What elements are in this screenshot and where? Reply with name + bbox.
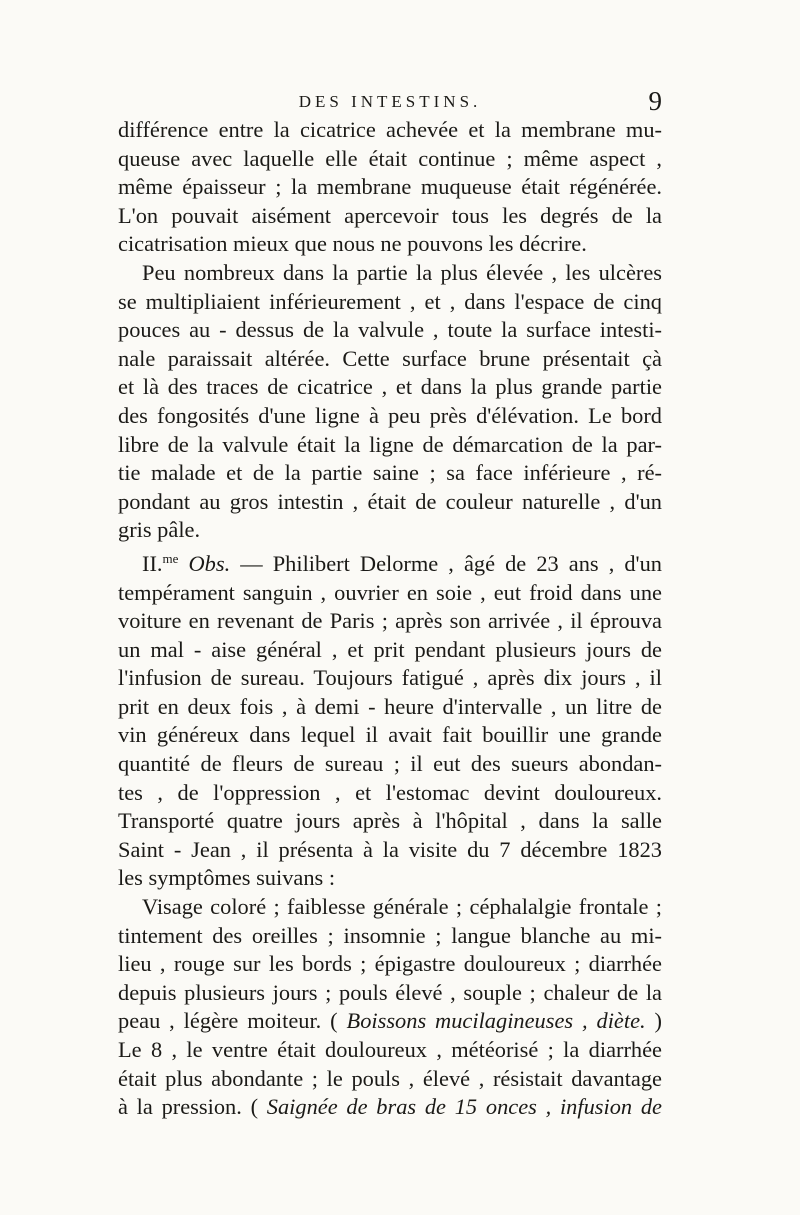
text-line: l'infusion de sureau. Toujours fatigué , après dix jours , il [118,665,662,691]
prescription-italic: Saignée de bras de 15 onces , infusion de [266,1094,662,1120]
text-line: différence entre la cicatrice achevée et la membrane mu- [118,117,662,142]
text-line: queuse avec laquelle elle était continue ; même aspect , [118,145,662,171]
text-line: tintement des oreilles ; insomnie ; langue blanche au mi- [118,922,662,948]
text-line: gris pâle. [118,517,201,543]
text-line: tes , de l'oppression , et l'estomac devint douloureux. [118,779,662,805]
text-line: Peu nombreux dans la partie la plus élevée , les ulcères [142,259,662,285]
text-line: des fongosités d'une ligne à peu près d'élévation. Le bord [118,402,662,428]
page-header [118,86,662,120]
text-segment: à la pression. ( [118,1094,267,1120]
text-line: pondant au gros intestin , était de couleur naturelle , d'un [118,488,662,514]
text-line: était plus abondante ; le pouls , élevé , résistait davantage [118,1065,662,1091]
text-line: pouces au - dessus de la valvule , toute la surface intesti- [118,317,662,343]
text-line: se multipliaient inférieurement , et , dans l'espace de cinq [118,288,662,314]
paragraph-symptomes [118,893,662,1122]
text-line: libre de la valvule était la ligne de démarcation de la par- [118,431,662,457]
text-line: et là des traces de cicatrice , et dans la plus grande partie [118,374,662,400]
text-line: Visage coloré ; faiblesse générale ; céphalalgie frontale ; [142,894,662,920]
text-segment: ) [645,1008,662,1034]
text-line: Transporté quatre jours après à l'hôpital , dans la salle [118,808,662,834]
text-line: un mal - aise général , et prit pendant plusieurs jours de [118,636,662,662]
text-line: tempérament sanguin , ouvrier en soie , eut froid dans une [118,579,662,605]
observation-label: Obs. [188,550,231,576]
text-line [118,545,662,579]
text-line-rest: — Philibert Delorme , âgé de 23 ans , d'un [230,550,662,576]
text-line: Saint - Jean , il présenta à la visite du 7 décembre 1823 [118,836,662,862]
text-line: nale paraissait altérée. Cette surface brune présentait çà [118,345,662,371]
text-line: même épaisseur ; la membrane muqueuse était régénérée. [118,174,662,200]
text-line: L'on pouvait aisément apercevoir tous les degrés de la [118,202,662,228]
text-line: depuis plusieurs jours ; pouls élevé , souple ; chaleur de la [118,979,662,1005]
observation-number: II. [142,550,163,576]
text-line: voiture en revenant de Paris ; après son arrivée , il éprouva [118,608,662,634]
text-line: les symptômes suivans : [118,865,336,891]
page-number: 9 [648,86,662,116]
text-line: vin généreux dans lequel il avait fait bouillir une grande [118,722,662,748]
paragraph-observation [118,545,662,893]
paragraph-cicatrice [118,116,662,259]
text-line: cicatrisation mieux que nous ne pouvons les décrire. [118,231,587,257]
text-line [118,1007,662,1036]
body-text [118,116,662,1122]
text-line: prit en deux fois , à demi - heure d'intervalle , un litre de [118,693,662,719]
text-segment: peau , légère moiteur. ( [118,1008,347,1034]
paragraph-ulceres [118,259,662,545]
text-line [118,1093,662,1122]
text-line: lieu , rouge sur les bords ; épigastre douloureux ; diarrhée [118,951,662,977]
text-line: tie malade et de la partie saine ; sa face inférieure , ré- [118,460,662,486]
prescription-italic: Boissons mucilagineuses , diète. [346,1008,646,1034]
text-line: Le 8 , le ventre était douloureux , météorisé ; la diarrhée [118,1037,662,1062]
running-head: DES INTESTINS. [298,92,482,111]
text-line: quantité de fleurs de sureau ; il eut des sueurs abondan- [118,751,662,777]
observation-ordinal: me [162,550,179,566]
